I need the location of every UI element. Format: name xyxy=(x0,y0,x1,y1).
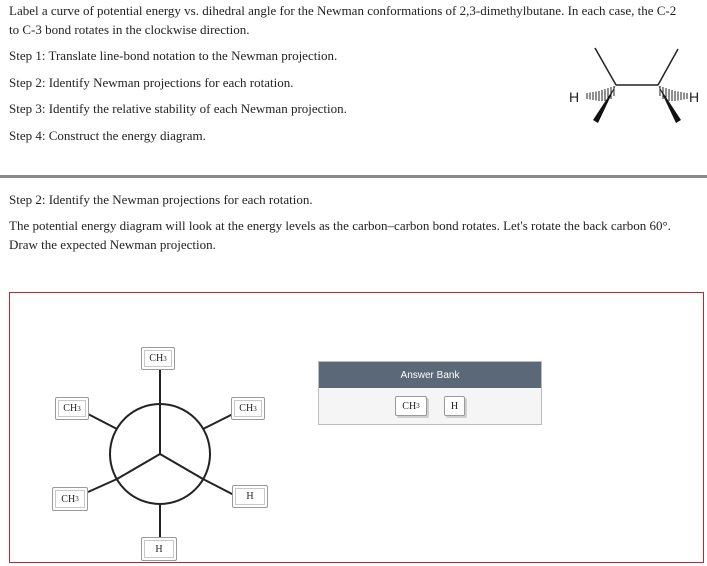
hash-right xyxy=(660,86,687,101)
h-atom-right: H xyxy=(689,89,700,105)
answer-chip-ch3[interactable]: CH 3 xyxy=(395,396,427,416)
label-upper-left[interactable]: CH 3 xyxy=(55,397,89,420)
answer-bank xyxy=(318,361,542,425)
step-4: Step 4: Construct the energy diagram. xyxy=(9,128,206,143)
section-body-1: The potential energy diagram will look at the energy levels as the carbon–carbon bond rotates. Let's rotate the back carbon 60°. xyxy=(9,218,671,233)
label-lower-right[interactable]: H xyxy=(232,485,268,508)
bond-upper-right xyxy=(658,49,678,85)
label-bottom[interactable]: H xyxy=(141,537,177,561)
step-2: Step 2: Identify Newman projections for each rotation. xyxy=(9,75,294,90)
question-line-1: Label a curve of potential energy vs. dihedral angle for the Newman conformations of 2,3-dimethylbutane. In each case, the C-2 xyxy=(9,3,677,18)
answer-bank-title: Answer Bank xyxy=(319,362,541,388)
label-lower-left[interactable]: CH 3 xyxy=(52,487,88,511)
answer-chip-h[interactable]: H xyxy=(444,396,465,416)
section-heading: Step 2: Identify the Newman projections for each rotation. xyxy=(9,192,313,207)
h-atom-left: H xyxy=(569,89,580,105)
label-top[interactable]: CH 3 xyxy=(141,347,175,370)
hash-left xyxy=(587,86,614,101)
question-line-2: to C-3 bond rotates in the clockwise direction. xyxy=(9,22,250,37)
label-upper-right[interactable]: CH 3 xyxy=(231,397,265,420)
molecule-structure xyxy=(560,40,707,130)
section-divider xyxy=(0,175,707,178)
step-1: Step 1: Translate line-bond notation to the Newman projection. xyxy=(9,48,338,63)
drawing-workspace[interactable] xyxy=(9,292,704,563)
step-3: Step 3: Identify the relative stability of each Newman projection. xyxy=(9,101,347,116)
bond-upper-left xyxy=(595,48,616,85)
section-body-2: Draw the expected Newman projection. xyxy=(9,237,216,252)
